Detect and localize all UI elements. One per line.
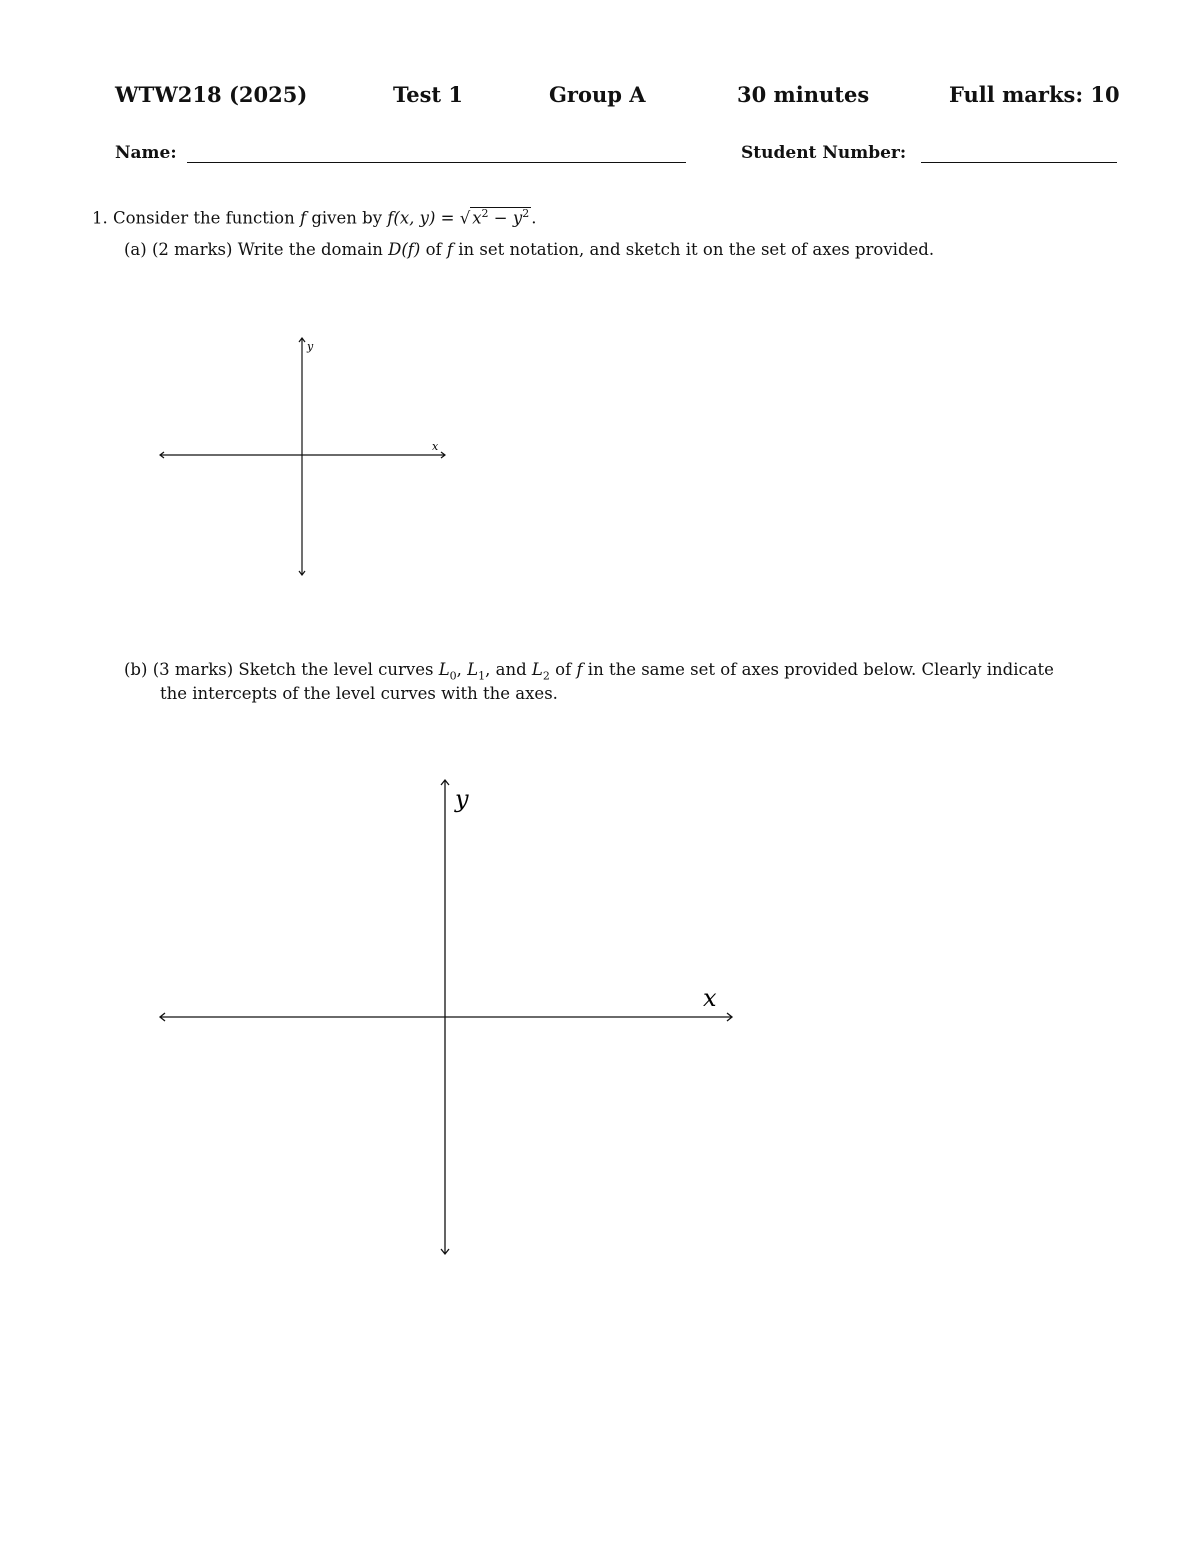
question-given-by: given by: [311, 208, 383, 228]
domain-symbol: D(f): [388, 240, 421, 259]
formula-radicand: $x^2 - y^2$: [472, 207, 530, 228]
full-marks-label: Full marks: 10: [949, 82, 1120, 107]
student-number-label: Student Number:: [741, 143, 907, 163]
part-b-marks: (3 marks): [152, 660, 234, 679]
student-number-blank-line[interactable]: [921, 162, 1117, 163]
part-a-marks: (2 marks): [151, 240, 233, 259]
duration-label: 30 minutes: [737, 82, 870, 107]
part-b-x-label: x: [703, 984, 717, 1012]
sqrt-symbol: √: [459, 208, 471, 228]
name-blank-line[interactable]: [187, 162, 686, 163]
question-intro: Consider the function: [113, 208, 295, 228]
function-symbol: f: [299, 208, 307, 228]
part-a-statement: (a) (2 marks) Write the domain D(f) of f in set notation, and sketch it on the set of axes provided.: [124, 240, 935, 259]
course-code: WTW218 (2025): [115, 82, 308, 107]
question-1-statement: 1. Consider the function f given by f(x, y) = √ $x^2 - y^2$ .: [92, 207, 537, 228]
part-b-statement-cont: the intercepts of the level curves with the axes.: [160, 684, 558, 703]
test-title: Test 1: [393, 82, 464, 107]
name-label: Name:: [115, 143, 177, 163]
part-b-label: (b): [124, 660, 148, 679]
part-b-axes: [150, 770, 750, 1265]
formula-lhs: f(x, y) =: [387, 208, 455, 228]
question-number: 1.: [92, 208, 108, 228]
part-a-y-label: y: [307, 340, 314, 353]
part-a-axes: [150, 330, 460, 585]
part-b-statement: (b) (3 marks) Sketch the level curves $L_0$, $L_1$, and $L_2$ of f in the same set of axes provided below. Clearly indicate: [124, 660, 1054, 683]
group-label: Group A: [549, 82, 646, 107]
part-a-label: (a): [124, 240, 147, 259]
part-b-y-label: y: [455, 785, 469, 813]
part-a-x-label: x: [432, 440, 439, 453]
